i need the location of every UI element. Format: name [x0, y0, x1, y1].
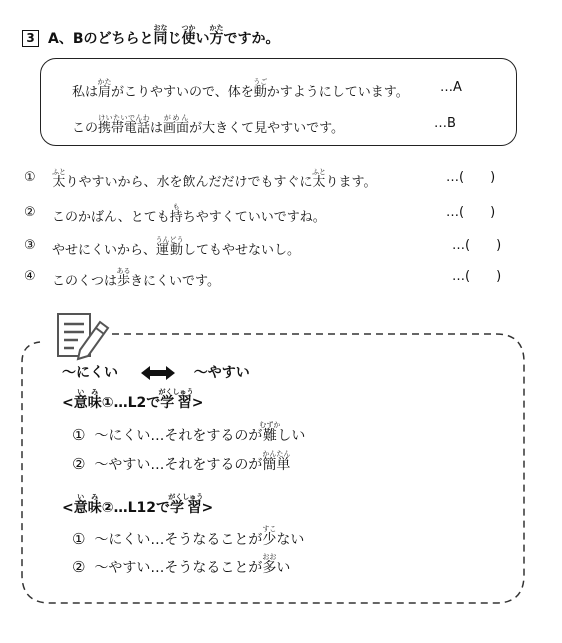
meaning-1-line-1: ① ～にくい…それをするのが難むずかしい	[72, 421, 306, 444]
question-title: A、Bのどちらと同おなじ使つかい方かたですか。	[48, 24, 280, 47]
note-heading: ～にくい ～やすい	[62, 365, 250, 381]
item-3-answer[interactable]: …( )	[452, 238, 502, 253]
item-4-number: ④	[24, 269, 36, 284]
item-3-number: ③	[24, 238, 36, 253]
item-2-text: このかばん、とても持もちやすくていいですね。	[52, 203, 326, 225]
item-4-text: このくつは歩あるきにくいです。	[52, 267, 220, 289]
meaning-2-line-1: ① ～にくい…そうなることが少すこない	[72, 525, 305, 548]
item-1-answer[interactable]: …( )	[446, 170, 496, 185]
example-b-sentence: この携帯電話けいたいでんわは画面がめんが大きくて見やすいです。	[72, 114, 345, 136]
example-a-sentence: 私は肩かたがこりやすいので、体を動うごかすようにしています。	[72, 78, 409, 100]
item-2-answer[interactable]: …( )	[446, 205, 496, 220]
example-b-mark: …B	[434, 116, 456, 131]
meaning-1-line-2: ② ～やすい…それをするのが簡単かんたん	[72, 450, 291, 473]
question-number: 3	[22, 30, 39, 47]
item-3-text: やせにくいから、運動うんどうしてもやせないし。	[52, 236, 301, 258]
example-a-mark: …A	[440, 80, 462, 95]
item-2-number: ②	[24, 205, 36, 220]
meaning-2-line-2: ② ～やすい…そうなることが多おおい	[72, 553, 291, 576]
item-1-number: ①	[24, 170, 36, 185]
meaning-1-title: <意味いみ①…L2で学習がくしゅう>	[62, 388, 204, 411]
double-arrow-icon	[141, 366, 175, 380]
meaning-2-title: <意味いみ②…L12で学習がくしゅう>	[62, 493, 214, 516]
item-1-text: 太ふとりやすいから、水を飲んだだけでもすぐに太ふとります。	[52, 168, 377, 190]
item-4-answer[interactable]: …( )	[452, 269, 502, 284]
pencil-note-icon	[56, 312, 112, 364]
